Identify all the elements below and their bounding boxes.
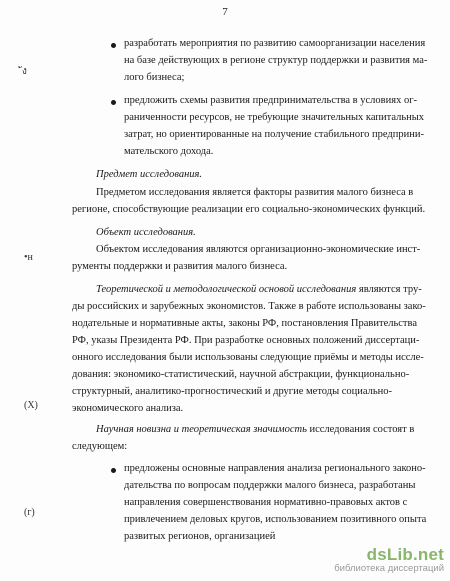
text-line: дательства по вопросам поддержки малого бизнеса, разработаны	[124, 480, 416, 491]
bullet-dot	[111, 43, 116, 48]
italic-phrase: Научная новизна и теоретическая значимость	[96, 424, 307, 435]
text-line: Предметом исследования является факторы развития малого бизнеса в	[96, 187, 414, 198]
text-line: нодательные и нормативные акты, законы РФ, постановления Правительства	[72, 318, 417, 329]
text-line: экономического анализа.	[72, 403, 184, 414]
text-line	[96, 283, 422, 296]
margin-mark: (г)	[24, 507, 35, 518]
text-line: онного исследования были использованы следующие приёмы и методы иссле-	[72, 352, 424, 363]
text-line: мательского дохода.	[124, 146, 214, 157]
text-line: Объектом исследования являются организационно-экономические инст-	[96, 244, 421, 255]
text-line: регионе, способствующие реализации его социально-экономических функций.	[72, 204, 426, 215]
text-line: раниченности ресурсов, не требующие значительных капитальных	[124, 112, 425, 123]
watermark[interactable]	[324, 545, 444, 575]
text-line: дования: экономико-статистический, научной абстракции, функционально-	[72, 369, 410, 380]
text-line: предложить схемы развития предпринимательства в условиях ог-	[124, 95, 418, 106]
bullet-dot	[111, 100, 116, 105]
text-line: затрат, но ориентированные на получение стабильного предприни-	[124, 129, 424, 140]
section-heading: Предмет исследования.	[96, 169, 203, 180]
margin-mark: •н	[24, 252, 33, 263]
margin-mark: (Х)	[24, 400, 38, 411]
text-line: лого бизнеса;	[124, 72, 185, 83]
margin-mark: ัง	[22, 66, 27, 77]
text-line: следующем:	[72, 441, 128, 452]
text-line	[96, 423, 414, 436]
text-line: структурный, аналитико-прогностический и другие методы социально-	[72, 386, 393, 397]
text-line: развитых регионов, организацией	[124, 531, 276, 542]
section-heading: Объект исследования.	[96, 227, 196, 238]
text-line: на базе действующих в регионе структур поддержки и развития ма-	[124, 55, 428, 66]
text-line: разработать мероприятия по развитию самоорганизации населения	[124, 38, 426, 49]
text-line: рументы поддержки и развития малого бизнеса.	[72, 261, 288, 272]
bullet-dot	[111, 468, 116, 473]
page-number: 7	[222, 6, 228, 18]
text-line: предложены основные направления анализа регионального законо-	[124, 463, 426, 474]
watermark-logo: dsLib.net	[366, 545, 444, 564]
text-span: исследования состоят в	[306, 424, 415, 435]
text-line: РФ, указы Президента РФ. При разработке основных положений диссертаци-	[72, 335, 420, 346]
text-line: направления совершенствования нормативно-правовых актов с	[124, 497, 408, 508]
italic-phrase: Теоретической и методологической основой исследования	[96, 284, 357, 295]
text-span: являются тру-	[356, 284, 422, 295]
text-line: привлечением деловых кругов, использованием позитивного опыта	[124, 514, 427, 525]
text-line: ды российских и зарубежных экономистов. Также в работе использованы зако-	[72, 301, 426, 312]
watermark-subtitle: библиотека диссертаций	[334, 563, 444, 574]
